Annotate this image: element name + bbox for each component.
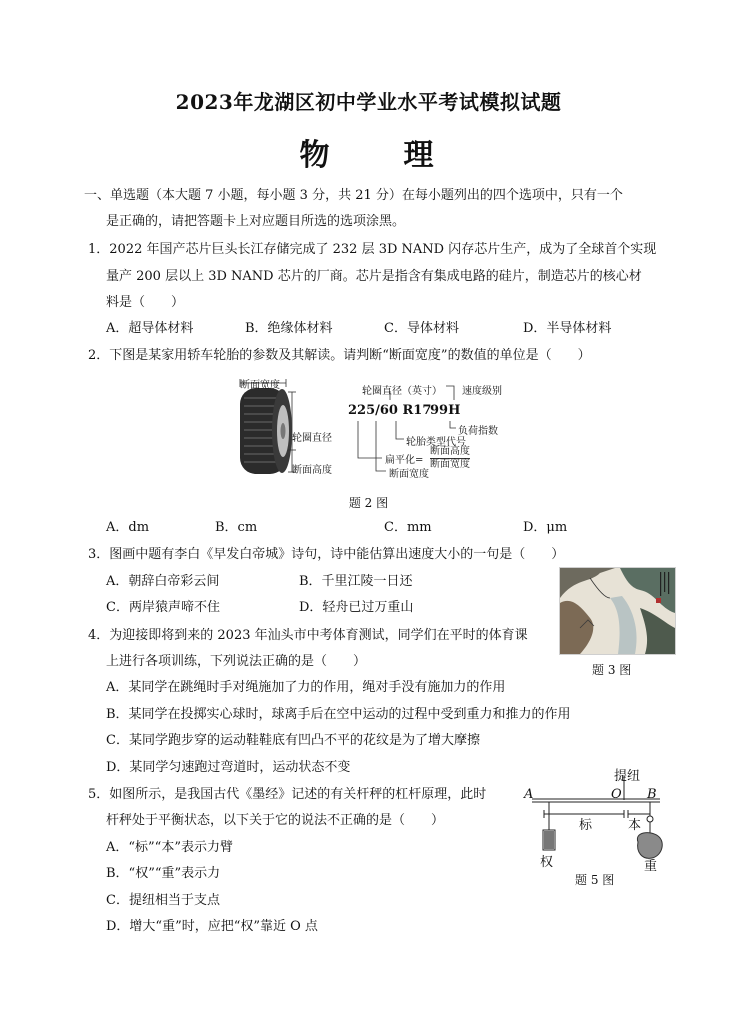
rim-inch-label: 轮圈直径（英寸） bbox=[362, 386, 442, 397]
q3-stem: 3．图画中题有李白《早发白帝城》诗句，诗中能估算出速度大小的一句是（ ） bbox=[88, 547, 565, 562]
tizu-label: 提纽 bbox=[614, 769, 641, 784]
q4-line1: 4．为迎接即将到来的 2023 年汕头市中考体育测试，同学们在平时的体育课 bbox=[88, 628, 528, 643]
q5-option-d: D．增大“重”时，应把“权”靠近 O 点 bbox=[106, 919, 318, 934]
q4-option-b: B．某同学在投掷实心球时，球离手后在空中运动的过程中受到重力和推力的作用 bbox=[106, 707, 571, 722]
q2-option-d: D．μm bbox=[523, 520, 568, 535]
tire-size-code: 225/60 R17 bbox=[348, 403, 432, 418]
q4-option-c: C．某同学跑步穿的运动鞋鞋底有凹凸不平的花纹是为了增大摩擦 bbox=[106, 733, 480, 748]
q4-option-a: A．某同学在跳绳时手对绳施加了力的作用，绳对手没有施加力的作用 bbox=[106, 680, 506, 695]
q4-line2: 上进行各项训练，下列说法正确的是（ ） bbox=[106, 654, 367, 669]
section1-line2: 是正确的，请把答题卡上对应题目所选的选项涂黑。 bbox=[106, 214, 406, 229]
landscape-painting bbox=[559, 567, 676, 655]
q5-option-b: B．“权”“重”表示力 bbox=[106, 866, 221, 881]
q1-option-a: A．超导体材料 bbox=[106, 321, 194, 336]
q2-option-c: C．mm bbox=[384, 520, 432, 535]
section-width-label: 断面宽度 bbox=[389, 469, 429, 480]
q5-option-a: A．“标”“本”表示力臂 bbox=[106, 840, 233, 855]
aspect-ratio-label: 扁平化= bbox=[385, 455, 424, 466]
aspect-ratio-numerator: 断面高度 bbox=[430, 446, 470, 457]
speed-rating-label: 速度级别 bbox=[462, 386, 502, 397]
point-b-label: B bbox=[647, 787, 657, 802]
q2-option-b: B．cm bbox=[215, 520, 258, 535]
point-a-label: A bbox=[524, 787, 534, 802]
q2-stem: 2．下图是某家用轿车轮胎的参数及其解读。请判断“断面宽度”的数值的单位是（ ） bbox=[88, 348, 591, 363]
q3-caption: 题 3 图 bbox=[592, 663, 632, 677]
q5-option-c: C．提纽相当于支点 bbox=[106, 893, 220, 908]
rim-diameter-label: 轮圈直径 bbox=[292, 433, 332, 444]
q3-option-b: B．千里江陵一日还 bbox=[299, 574, 413, 589]
biao-label: 标 bbox=[579, 818, 593, 833]
exam-title: 2023年龙湖区初中学业水平考试模拟试题 bbox=[175, 90, 562, 114]
q5-caption: 题 5 图 bbox=[575, 873, 615, 887]
subject-title: 物 理 bbox=[299, 138, 456, 173]
q3-option-a: A．朝辞白帝彩云间 bbox=[106, 574, 220, 589]
point-o-label: O bbox=[611, 787, 622, 802]
q1-line1: 1．2022 年国产芯片巨头长江存储完成了 232 层 3D NAND 闪存芯片生产，成为了全球首个实现 bbox=[88, 242, 657, 257]
tire-load-speed-code: 99H bbox=[430, 403, 461, 418]
q1-line2: 量产 200 层以上 3D NAND 芯片的厂商。芯片是指含有集成电路的硅片，制造芯片的核心材 bbox=[106, 269, 642, 284]
section-height-label: 断面高度 bbox=[292, 465, 332, 476]
zhong-label: 重 bbox=[644, 859, 658, 874]
q2-caption: 题 2 图 bbox=[348, 496, 389, 510]
tire-width-label: 断面宽度 bbox=[240, 380, 280, 391]
tire-type-label: 轮胎类型代号 bbox=[406, 437, 466, 448]
ben-label: 本 bbox=[628, 818, 642, 833]
q4-option-d: D．某同学匀速跑过弯道时，运动状态不变 bbox=[106, 760, 351, 775]
q1-option-d: D．半导体材料 bbox=[523, 321, 612, 336]
q2-option-a: A．dm bbox=[106, 520, 150, 535]
q1-line3: 料是（ ） bbox=[106, 295, 185, 310]
q1-option-b: B．绝缘体材料 bbox=[245, 321, 333, 336]
q3-option-d: D．轻舟已过万重山 bbox=[299, 600, 414, 615]
q5-line1: 5．如图所示，是我国古代《墨经》记述的有关杆秤的杠杆原理，此时 bbox=[88, 787, 487, 802]
q3-option-c: C．两岸猿声啼不住 bbox=[106, 600, 220, 615]
painting-image bbox=[560, 568, 675, 654]
load-index-label: 负荷指数 bbox=[458, 426, 498, 437]
section1-line1: 一、单选题（本大题 7 小题，每小题 3 分，共 21 分）在每小题列出的四个选项中，只有一个 bbox=[84, 188, 623, 203]
aspect-ratio-denominator: 断面宽度 bbox=[430, 459, 470, 470]
q5-line2: 杆秤处于平衡状态，以下关于它的说法不正确的是（ ） bbox=[106, 813, 445, 828]
q1-option-c: C．导体材料 bbox=[384, 321, 459, 336]
quan-label: 权 bbox=[540, 855, 554, 870]
